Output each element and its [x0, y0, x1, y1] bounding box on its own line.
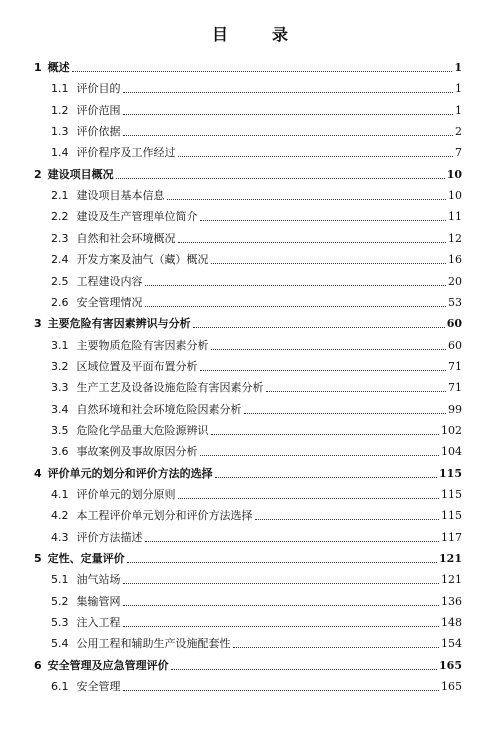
toc-chapter-entry[interactable]	[34, 55, 462, 75]
toc-section-entry[interactable]	[51, 631, 462, 651]
toc-entry-number: 5.3	[51, 616, 69, 630]
toc-dot-leader	[193, 327, 445, 328]
toc-entry-number: 1.4	[51, 146, 69, 160]
toc-dot-leader	[266, 391, 447, 392]
toc-dot-leader	[200, 455, 440, 456]
toc-dot-leader	[211, 263, 447, 264]
toc-entry-label: 安全管理及应急管理评价	[47, 658, 169, 672]
toc-dot-leader	[127, 562, 437, 563]
toc-entry-label: 集输管网	[76, 594, 121, 608]
toc-entry-label: 注入工程	[76, 616, 121, 630]
toc-section-entry[interactable]	[51, 482, 462, 502]
toc-dot-leader	[171, 669, 437, 670]
toc-chapter-entry[interactable]	[34, 653, 462, 673]
toc-chapter-entry[interactable]	[34, 546, 462, 566]
toc-entry-label: 工程建设内容	[76, 274, 143, 288]
toc-entry-page-number: 154	[441, 637, 462, 651]
toc-entry-page-number: 60	[448, 338, 462, 352]
toc-chapter-entry[interactable]	[34, 461, 462, 481]
toc-entry-page-number: 148	[441, 616, 462, 630]
toc-entry-number: 4	[34, 466, 42, 480]
toc-entry-number: 1	[34, 61, 42, 74]
toc-dot-leader	[211, 349, 447, 350]
toc-section-entry[interactable]	[51, 140, 462, 160]
toc-entry-label: 油气站场	[76, 573, 121, 587]
toc-section-entry[interactable]	[51, 439, 462, 459]
toc-entry-page-number: 1	[455, 103, 462, 117]
toc-section-entry[interactable]	[51, 354, 462, 374]
toc-section-entry[interactable]	[51, 375, 462, 395]
toc-entry-number: 2.1	[51, 189, 69, 203]
toc-entry-number: 2.2	[51, 210, 69, 224]
toc-entry-label: 生产工艺及设备设施危险有害因素分析	[76, 381, 264, 395]
toc-entry-number: 5.4	[51, 637, 69, 651]
toc-section-entry[interactable]	[51, 610, 462, 630]
toc-section-entry[interactable]	[51, 503, 462, 523]
toc-entry-page-number: 115	[441, 509, 462, 523]
toc-section-entry[interactable]	[51, 290, 462, 310]
toc-entry-number: 2.5	[51, 274, 69, 288]
toc-dot-leader	[244, 413, 447, 414]
toc-dot-leader	[123, 690, 440, 691]
toc-entry-number: 5.1	[51, 573, 69, 587]
toc-section-entry[interactable]	[51, 226, 462, 246]
toc-section-entry[interactable]	[51, 269, 462, 289]
toc-entry-page-number: 165	[439, 658, 462, 672]
toc-entry-page-number: 20	[448, 274, 462, 288]
toc-title: 目 录	[211, 25, 302, 44]
toc-entry-number: 1.2	[51, 103, 69, 117]
toc-entry-number: 4.3	[51, 530, 69, 544]
toc-entry-page-number: 102	[441, 423, 462, 437]
toc-entry-label: 评价单元的划分和评价方法的选择	[47, 466, 213, 480]
toc-section-entry[interactable]	[51, 567, 462, 587]
toc-entry-label: 概述	[47, 61, 70, 74]
toc-entry-label: 主要危险有害因素辨识与分析	[47, 317, 191, 331]
toc-entry-label: 评价程序及工作经过	[76, 146, 176, 160]
toc-entry-label: 评价方法描述	[76, 530, 143, 544]
toc-entry-page-number: 121	[441, 573, 462, 587]
toc-entry-page-number: 53	[448, 295, 462, 309]
toc-entry-label: 评价依据	[76, 125, 121, 139]
toc-section-entry[interactable]	[51, 589, 462, 609]
toc-entry-page-number: 1	[454, 61, 462, 74]
toc-entry-label: 自然环境和社会环境危险因素分析	[76, 402, 242, 416]
toc-dot-leader	[178, 242, 447, 243]
toc-entry-page-number: 7	[455, 146, 462, 160]
toc-entry-number: 5.2	[51, 594, 69, 608]
toc-dot-leader	[178, 156, 454, 157]
toc-entry-label: 本工程评价单元划分和评价方法选择	[76, 509, 253, 523]
toc-entry-number: 3.3	[51, 381, 69, 395]
toc-section-entry[interactable]	[51, 204, 462, 224]
toc-entry-label: 自然和社会环境概况	[76, 231, 176, 245]
toc-entry-page-number: 16	[448, 253, 462, 267]
toc-dot-leader	[123, 92, 454, 93]
toc-dot-leader	[200, 370, 447, 371]
toc-entry-number: 4.2	[51, 509, 69, 523]
toc-entry-number: 3.4	[51, 402, 69, 416]
toc-dot-leader	[167, 199, 447, 200]
toc-section-entry[interactable]	[51, 76, 462, 96]
toc-entry-number: 4.1	[51, 488, 69, 501]
toc-entry-label: 安全管理	[76, 680, 121, 694]
toc-entry-page-number: 104	[441, 445, 462, 459]
toc-dot-leader	[145, 541, 440, 542]
toc-entry-label: 评价范围	[76, 103, 121, 117]
toc-entry-page-number: 117	[441, 530, 462, 544]
toc-entry-page-number: 121	[439, 552, 462, 566]
toc-entry-page-number: 115	[439, 466, 462, 480]
toc-entry-page-number: 10	[446, 167, 462, 181]
toc-entry-label: 开发方案及油气（藏）概况	[76, 253, 209, 267]
toc-entry-page-number: 99	[448, 402, 462, 416]
toc-entry-label: 建设及生产管理单位简介	[76, 210, 198, 224]
toc-dot-leader	[72, 71, 453, 72]
toc-entry-label: 危险化学品重大危险源辨识	[76, 423, 209, 437]
toc-section-entry[interactable]	[51, 98, 462, 118]
toc-entry-label: 评价目的	[76, 82, 121, 96]
toc-chapter-entry[interactable]	[34, 311, 462, 331]
toc-dot-leader	[200, 220, 447, 221]
toc-section-entry[interactable]	[51, 247, 462, 267]
toc-entry-page-number: 71	[448, 381, 462, 395]
toc-entry-number: 3.5	[51, 423, 69, 437]
toc-chapter-entry[interactable]	[34, 162, 462, 182]
toc-entry-page-number: 11	[448, 210, 462, 224]
toc-entry-page-number: 2	[455, 125, 462, 139]
toc-dot-leader	[116, 178, 445, 179]
toc-entry-label: 事故案例及事故原因分析	[76, 445, 198, 459]
toc-dot-leader	[255, 519, 440, 520]
toc-dot-leader	[178, 498, 440, 499]
toc-section-entry[interactable]	[51, 119, 462, 139]
toc-entry-number: 5	[34, 552, 42, 566]
toc-dot-leader	[123, 626, 440, 627]
toc-entry-label: 安全管理情况	[76, 295, 143, 309]
toc-dot-leader	[123, 114, 454, 115]
toc-entry-number: 3.6	[51, 445, 69, 459]
toc-dot-leader	[215, 477, 437, 478]
toc-dot-leader	[145, 285, 447, 286]
toc-entry-label: 建设项目基本信息	[76, 189, 165, 203]
toc-entry-number: 2.4	[51, 253, 69, 267]
toc-dot-leader	[123, 605, 440, 606]
toc-entry-number: 3.2	[51, 359, 69, 373]
toc-dot-leader	[233, 647, 440, 648]
toc-entry-number: 3	[34, 317, 42, 331]
toc-entry-label: 评价单元的划分原则	[76, 488, 176, 501]
toc-dot-leader	[123, 583, 440, 584]
toc-entry-page-number: 1	[455, 82, 462, 96]
toc-dot-leader	[145, 306, 447, 307]
toc-section-entry[interactable]	[51, 674, 462, 694]
toc-entry-page-number: 12	[448, 231, 462, 245]
toc-section-entry[interactable]	[51, 525, 462, 545]
toc-entry-page-number: 115	[441, 488, 462, 501]
toc-entry-page-number: 165	[441, 680, 462, 694]
toc-section-entry[interactable]	[51, 183, 462, 203]
toc-entry-number: 3.1	[51, 338, 69, 352]
toc-entry-number: 6	[34, 658, 42, 672]
toc-dot-leader	[211, 434, 440, 435]
toc-entry-number: 2.3	[51, 231, 69, 245]
toc-entry-label: 主要物质危险有害因素分析	[76, 338, 209, 352]
toc-entry-label: 区域位置及平面布置分析	[76, 359, 198, 373]
toc-entry-page-number: 10	[448, 189, 462, 203]
toc-entry-page-number: 60	[446, 317, 462, 331]
toc-section-entry[interactable]	[51, 397, 462, 417]
toc-entry-number: 6.1	[51, 680, 69, 694]
toc-section-entry[interactable]	[51, 418, 462, 438]
toc-dot-leader	[123, 135, 454, 136]
toc-entry-number: 2	[34, 167, 42, 181]
toc-entry-page-number: 71	[448, 359, 462, 373]
toc-entry-label: 建设项目概况	[47, 167, 114, 181]
toc-entry-number: 1.3	[51, 125, 69, 139]
toc-entry-label: 定性、定量评价	[47, 552, 125, 566]
toc-entry-page-number: 136	[441, 594, 462, 608]
toc-entry-number: 2.6	[51, 295, 69, 309]
toc-section-entry[interactable]	[51, 333, 462, 353]
toc-entry-number: 1.1	[51, 82, 69, 96]
toc-entry-label: 公用工程和辅助生产设施配套性	[76, 637, 231, 651]
